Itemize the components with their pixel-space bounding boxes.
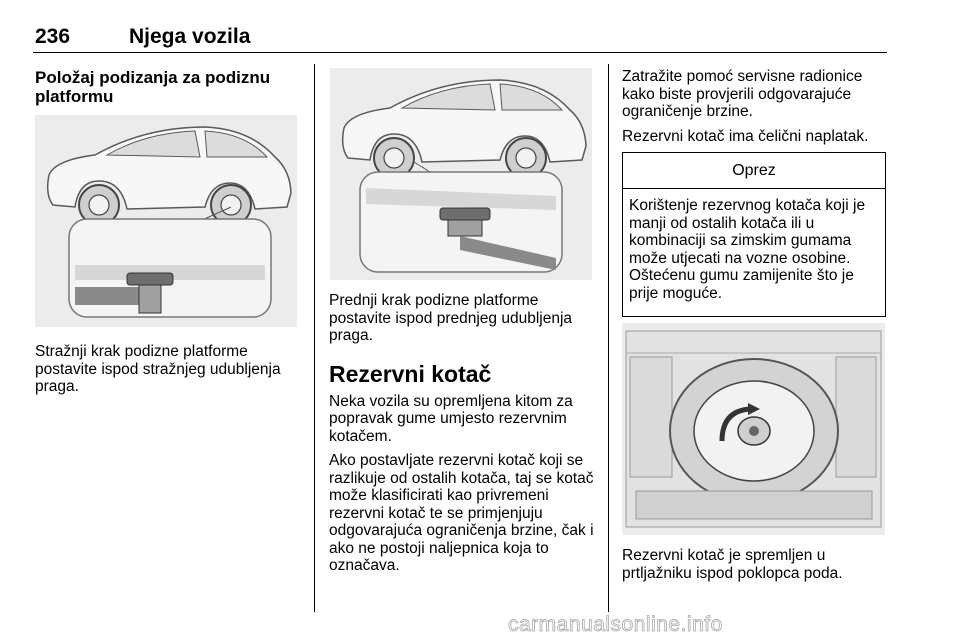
column-divider-right bbox=[608, 64, 609, 612]
paragraph: Neka vozila su opremljena kitom za popravak gume umjesto rezervnim kotačem. bbox=[329, 392, 573, 445]
column-3-caption bbox=[622, 547, 887, 582]
column-1-caption bbox=[35, 343, 300, 396]
column-3-text bbox=[622, 68, 887, 145]
car-rear-lift-drawing bbox=[35, 115, 297, 327]
chapter-title: Njega vozila bbox=[129, 25, 251, 48]
car-front-lift-drawing bbox=[330, 68, 592, 280]
spare-wheel-drawing bbox=[622, 323, 885, 535]
rear-lift-caption: Stražnji krak podizne platforme postavite ispod stražnjeg udubljenja praga. bbox=[35, 343, 281, 395]
paragraph: Ako postavljate rezervni kotač koji se razlikuje od ostalih kotača, taj se kotač može klasificirati kao privremeni rezervni kotač te se primjenjuju odgovarajuća ograničenja brzine, čak i ako ne postoji naljepnica koja to označava. bbox=[329, 452, 594, 574]
section-heading: Rezervni kotač bbox=[329, 360, 492, 387]
page-number: 236 bbox=[35, 25, 71, 48]
section-subheading: Položaj podizanja za podiznu platformu bbox=[35, 68, 271, 106]
spare-wheel-caption: Rezervni kotač je spremljen u prtljažniku ispod poklopca poda. bbox=[622, 547, 843, 582]
front-lift-caption: Prednji krak podizne platforme postavite ispod prednjeg udubljenja praga. bbox=[329, 292, 573, 344]
column-2-text bbox=[329, 292, 594, 575]
caution-box bbox=[622, 152, 886, 317]
paragraph: Zatražite pomoć servisne radionice kako biste provjerili odgovarajuće ograničenje brzine. bbox=[622, 68, 863, 120]
car-rear-lifting-figure bbox=[35, 115, 297, 327]
car-front-lifting-figure bbox=[330, 68, 592, 280]
column-divider-left bbox=[314, 64, 315, 612]
column-1 bbox=[35, 68, 285, 106]
caution-title: Oprez bbox=[623, 153, 885, 189]
spare-wheel-figure bbox=[622, 323, 885, 535]
watermark: carmanualsonline.info bbox=[508, 613, 723, 636]
paragraph: Rezervni kotač ima čelični naplatak. bbox=[622, 127, 869, 145]
caution-text: Korištenje rezervnog kotača koji je manji od ostalih kotača ili u kombinaciji sa zimskim gumama može utjecati na vozne osobine. Oštećenu gumu zamijenite što je prije moguće. bbox=[629, 197, 866, 302]
page-header bbox=[33, 22, 887, 53]
